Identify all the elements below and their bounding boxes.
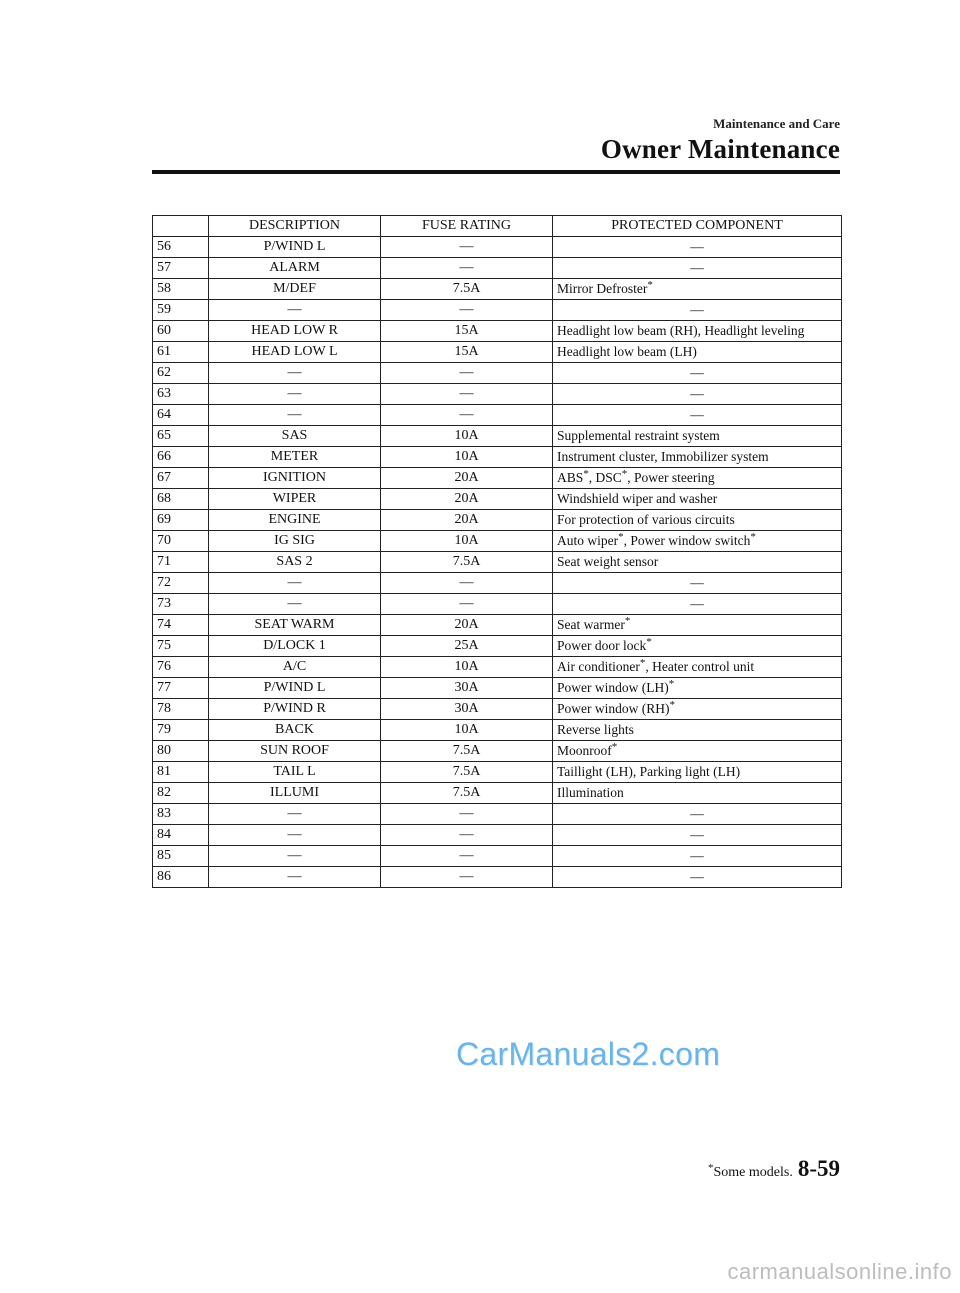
fuse-rating: 20A [381,510,553,531]
header-rule [152,170,840,174]
component-text: ― [690,575,704,590]
fuse-table [152,215,842,888]
fuse-description: SAS 2 [209,552,381,573]
protected-component [553,825,842,846]
fuse-description: P/WIND L [209,678,381,699]
protected-component [553,594,842,615]
component-text: Headlight low beam (LH) [557,344,697,359]
table-row [153,237,842,258]
fuse-number: 60 [153,321,209,342]
component-text: , Heater control unit [645,659,755,674]
fuse-description: ― [209,804,381,825]
table-row [153,636,842,657]
protected-component [553,615,842,636]
footnote-asterisk: * [708,1162,714,1174]
table-row [153,426,842,447]
fuse-rating: ― [381,867,553,888]
table-row [153,321,842,342]
component-text: Moonroof [557,743,612,758]
protected-component [553,741,842,762]
protected-component [553,300,842,321]
table-row [153,594,842,615]
table-row [153,678,842,699]
fuse-rating: ― [381,573,553,594]
fuse-number: 61 [153,342,209,363]
table-row [153,531,842,552]
protected-component [553,804,842,825]
component-text: Supplemental restraint system [557,428,720,443]
protected-component [553,720,842,741]
protected-component [553,573,842,594]
fuse-description: HEAD LOW L [209,342,381,363]
component-text: Reverse lights [557,722,634,737]
fuse-description: D/LOCK 1 [209,636,381,657]
table-row [153,363,842,384]
component-text: Headlight low beam (RH), Headlight leveling [557,323,805,338]
fuse-description: ― [209,867,381,888]
fuse-number: 86 [153,867,209,888]
protected-component [553,678,842,699]
fuse-rating: ― [381,804,553,825]
fuse-rating: 15A [381,321,553,342]
fuse-description: ENGINE [209,510,381,531]
some-models-asterisk: * [750,531,756,543]
table-row [153,657,842,678]
component-text: For protection of various circuits [557,512,735,527]
fuse-rating: ― [381,258,553,279]
component-text: Auto wiper [557,533,619,548]
fuse-description: ― [209,363,381,384]
component-text: Power window (RH) [557,701,670,716]
fuse-description: M/DEF [209,279,381,300]
component-text: ― [690,407,704,422]
fuse-rating: 10A [381,426,553,447]
fuse-description: METER [209,447,381,468]
protected-component [553,699,842,720]
fuse-number: 72 [153,573,209,594]
protected-component [553,426,842,447]
component-text: Seat warmer [557,617,625,632]
fuse-rating: 20A [381,615,553,636]
fuse-rating: ― [381,825,553,846]
fuse-number: 83 [153,804,209,825]
fuse-rating: ― [381,237,553,258]
table-row [153,279,842,300]
protected-component [553,531,842,552]
table-row [153,342,842,363]
component-text: Air conditioner [557,659,640,674]
table-row [153,741,842,762]
fuse-description: P/WIND R [209,699,381,720]
corner-watermark: carmanualsonline.info [727,1259,952,1284]
fuse-rating: 10A [381,447,553,468]
column-header-protected-component: PROTECTED COMPONENT [553,216,842,237]
component-text: Seat weight sensor [557,554,659,569]
table-row [153,510,842,531]
fuse-rating: 20A [381,489,553,510]
fuse-description: ― [209,300,381,321]
table-row [153,720,842,741]
component-text: ― [690,869,704,884]
fuse-rating: 7.5A [381,783,553,804]
protected-component [553,510,842,531]
some-models-asterisk: * [621,468,628,480]
fuse-description: ALARM [209,258,381,279]
footnote-text: Some models. [713,1165,793,1180]
protected-component [553,846,842,867]
fuse-number: 79 [153,720,209,741]
fuse-rating: ― [381,300,553,321]
fuse-description: TAIL L [209,762,381,783]
table-row [153,825,842,846]
chapter-title: Owner Maintenance [600,134,840,164]
fuse-number: 84 [153,825,209,846]
fuse-rating: 25A [381,636,553,657]
component-text: Windshield wiper and washer [557,491,718,506]
fuse-number: 58 [153,279,209,300]
fuse-number: 81 [153,762,209,783]
table-row [153,489,842,510]
component-text: ― [690,827,704,842]
fuse-number: 73 [153,594,209,615]
protected-component [553,237,842,258]
protected-component [553,657,842,678]
fuse-description: ― [209,825,381,846]
protected-component [553,279,842,300]
protected-component [553,405,842,426]
protected-component [553,321,842,342]
protected-component [553,447,842,468]
center-watermark: CarManuals2.com [456,1036,721,1072]
protected-component [553,468,842,489]
fuse-description: SAS [209,426,381,447]
fuse-rating: ― [381,405,553,426]
some-models-asterisk: * [583,468,589,480]
some-models-asterisk: * [624,615,631,627]
fuse-number: 80 [153,741,209,762]
protected-component [553,384,842,405]
some-models-asterisk: * [669,699,675,711]
some-models-asterisk: * [618,531,624,543]
some-models-asterisk: * [646,636,652,648]
column-header-fuse-rating: FUSE RATING [381,216,553,237]
footnote [708,1162,793,1181]
table-header-row [153,216,842,237]
some-models-asterisk: * [668,678,675,690]
fuse-rating: 30A [381,678,553,699]
protected-component [553,783,842,804]
fuse-rating: 10A [381,720,553,741]
protected-component [553,636,842,657]
fuse-description: A/C [209,657,381,678]
fuse-number: 69 [153,510,209,531]
fuse-rating: ― [381,363,553,384]
page-number: 8-59 [797,1156,840,1181]
fuse-number: 57 [153,258,209,279]
component-text: , Power steering [627,470,715,485]
fuse-number: 62 [153,363,209,384]
fuse-rating: 10A [381,531,553,552]
fuse-number: 75 [153,636,209,657]
fuse-description: HEAD LOW R [209,321,381,342]
fuse-description: IGNITION [209,468,381,489]
fuse-description: ― [209,573,381,594]
fuse-description: SEAT WARM [209,615,381,636]
protected-component [553,489,842,510]
fuse-description: ILLUMI [209,783,381,804]
fuse-table-body [153,237,842,888]
table-row [153,846,842,867]
fuse-number: 85 [153,846,209,867]
fuse-rating: 7.5A [381,552,553,573]
table-row [153,573,842,594]
fuse-rating: ― [381,846,553,867]
component-text: ― [690,365,704,380]
fuse-number: 76 [153,657,209,678]
fuse-description: SUN ROOF [209,741,381,762]
table-row [153,783,842,804]
fuse-number: 74 [153,615,209,636]
fuse-rating: 10A [381,657,553,678]
fuse-number: 68 [153,489,209,510]
component-text: Instrument cluster, Immobilizer system [557,449,769,464]
fuse-number: 77 [153,678,209,699]
fuse-number: 82 [153,783,209,804]
component-text: Illumination [557,785,624,800]
column-header-description: DESCRIPTION [209,216,381,237]
fuse-number: 71 [153,552,209,573]
component-text: ― [690,260,704,275]
protected-component [553,762,842,783]
fuse-description: ― [209,846,381,867]
table-row [153,762,842,783]
fuse-rating: 15A [381,342,553,363]
page-header [601,116,840,164]
fuse-rating: 7.5A [381,741,553,762]
fuse-rating: 20A [381,468,553,489]
protected-component [553,342,842,363]
table-row [153,804,842,825]
fuse-rating: 7.5A [381,279,553,300]
table-row [153,552,842,573]
fuse-description: ― [209,384,381,405]
component-text: Power window (LH) [557,680,669,695]
table-row [153,300,842,321]
fuse-description: ― [209,405,381,426]
some-models-asterisk: * [639,657,646,669]
fuse-number: 65 [153,426,209,447]
fuse-number: 78 [153,699,209,720]
fuse-rating: 30A [381,699,553,720]
column-header-number [153,216,209,237]
component-text: ABS [557,470,584,485]
some-models-asterisk: * [647,279,653,291]
component-text: ― [690,302,704,317]
component-text: , Power window switch [623,533,751,548]
component-text: , DSC [588,470,622,485]
fuse-number: 56 [153,237,209,258]
fuse-number: 59 [153,300,209,321]
fuse-description: IG SIG [209,531,381,552]
table-row [153,405,842,426]
fuse-rating: ― [381,594,553,615]
component-text: ― [690,239,704,254]
table-row [153,447,842,468]
table-row [153,699,842,720]
fuse-number: 64 [153,405,209,426]
fuse-rating: ― [381,384,553,405]
component-text: Power door lock [557,638,647,653]
some-models-asterisk: * [611,741,618,753]
protected-component [553,363,842,384]
table-row [153,615,842,636]
component-text: Taillight (LH), Parking light (LH) [557,764,741,779]
fuse-description: BACK [209,720,381,741]
table-row [153,867,842,888]
fuse-description: P/WIND L [209,237,381,258]
component-text: Mirror Defroster [557,281,648,296]
protected-component [553,867,842,888]
section-title: Maintenance and Care [713,116,840,131]
fuse-number: 67 [153,468,209,489]
component-text: ― [690,596,704,611]
table-row [153,258,842,279]
fuse-rating: 7.5A [381,762,553,783]
component-text: ― [690,848,704,863]
component-text: ― [690,806,704,821]
table-row [153,468,842,489]
component-text: ― [690,386,704,401]
fuse-number: 63 [153,384,209,405]
fuse-description: WIPER [209,489,381,510]
protected-component [553,258,842,279]
fuse-number: 70 [153,531,209,552]
table-row [153,384,842,405]
fuse-number: 66 [153,447,209,468]
fuse-description: ― [209,594,381,615]
protected-component [553,552,842,573]
